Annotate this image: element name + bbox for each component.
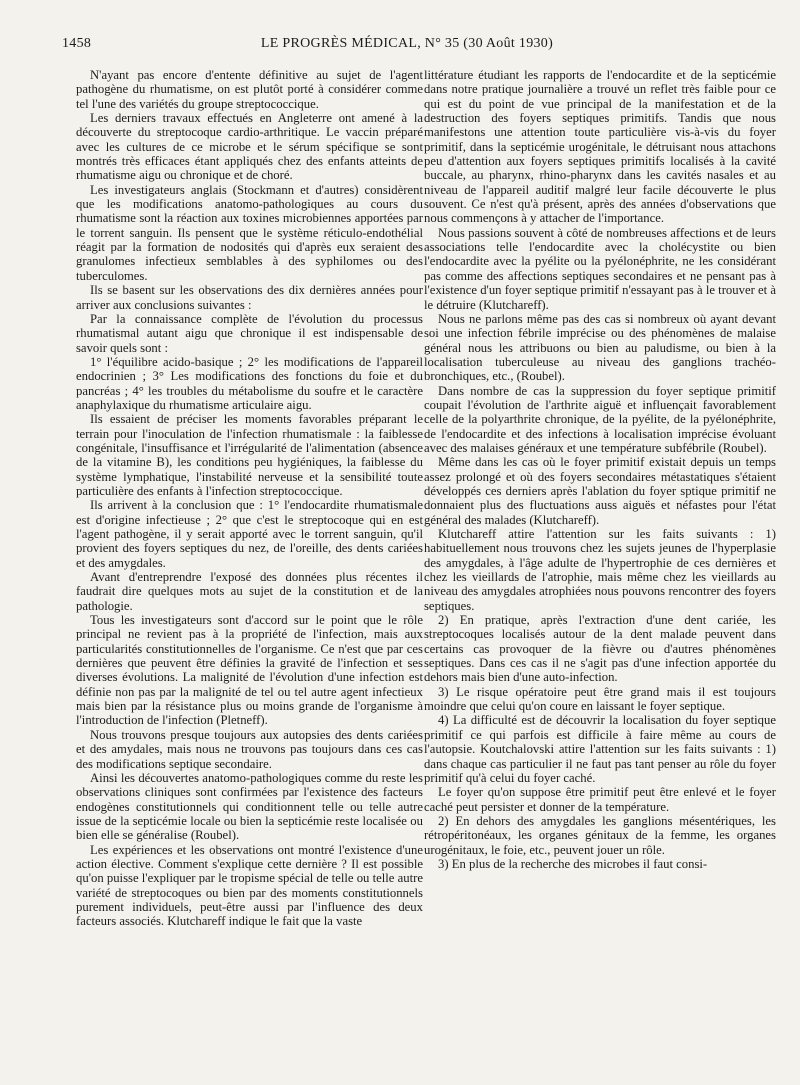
paragraph: Par la connaissance complète de l'évolution du processus rhumatismal autant aigu que chronique il est indispensable de savoir quels sont :: [76, 311, 423, 355]
page-number: 1458: [62, 36, 92, 51]
paragraph: Le foyer qu'on suppose être primitif peut être enlevé et le foyer caché peut persister et donner de la température.: [424, 785, 776, 814]
paragraph: N'ayant pas encore d'entente définitive au sujet de l'agent pathogène du rhumatisme, on est plutôt porté à considérer comme tel l'une des variétés du groupe streptococcique.: [76, 68, 423, 111]
paragraph: 4) La difficulté est de découvrir la localisation du foyer septique primitif ce qui parfois est difficile à faire même au cours de l'autopsie. Koutchalovski attire l'attention sur les faits suivants : 1) dans chaque cas particulier il ne faut pas tant penser au rôle du foyer primitif qu'à celui du foyer caché.: [424, 713, 776, 785]
paragraph: 1° l'équilibre acido-basique ; 2° les modifications de l'appareil endocrinien ; 3° Les modifications des fonctions du foie et du pancréas ; 4° les troubles du métabolisme du soufre et le caractère anaphylaxique du rhumatisme articulaire aigu.: [76, 354, 423, 412]
paragraph: Dans nombre de cas la suppression du foyer septique primitif coupait l'évolution de l'arthrite aiguë et influençait favorablement celle de la polyarthrite chronique, de la pyélite, de la pyélonéphrite, de l'endocardite et des infections à localisation imprécise évoluant avec des malaises généraux et une température subfébrile (Roubel).: [424, 383, 776, 455]
paragraph: 3) Le risque opératoire peut être grand mais il est toujours moindre que celui qu'on coure en laissant le foyer septique.: [424, 684, 776, 714]
paragraph: Klutchareff attire l'attention sur les faits suivants : 1) habituellement nous trouvons chez les sujets jeunes de l'hyperplasie des amygdales, à l'âge adulte de l'hypertrophie de ces dernières et chez les vieillards de l'atrophie, mais même chez les vieillards au niveau des amygdales atrophiées nous pouvons rencontrer des foyers septiques.: [424, 527, 776, 613]
paragraph: 3) En plus de la recherche des microbes il faut consi-: [438, 856, 708, 871]
paragraph: Les investigateurs anglais (Stockmann et d'autres) considèrent que les modifications anatomo-pathologiques au cours du rhumatisme sont la réaction aux toxines microbiennes apportées par le torrent sanguin. Ils pensent que le système réticulo-endothélial réagit par la formation de nodosités qui d'après eux seraient des granulomes infectieux semblables à des syphilomes ou des tuberculomes.: [76, 182, 423, 283]
paragraph: Nous trouvons presque toujours aux autopsies des dents cariées et des amydales, mais nous ne trouvons pas toujours dans ces cas des modifications septique secondaire.: [76, 727, 423, 771]
paragraph: 2) En dehors des amygdales les ganglions mésentériques, les rétropéritonéaux, les organes génitaux de la femme, les organes urogénitaux, le foie, etc., peuvent jouer un rôle.: [424, 813, 776, 857]
running-title: LE PROGRÈS MÉDICAL, N° 35 (30 Août 1930): [260, 36, 554, 51]
paragraph: Même dans les cas où le foyer primitif existait depuis un temps assez prolongé et où des foyers secondaires métastatiques s'étaient développés ces derniers après l'ablation du foyer sptique primitif ne donnaient plus des fluctuations auss aiguës et néfastes pour l'état général des malades (Klutchareff).: [424, 455, 776, 527]
paragraph: Avant d'entreprendre l'exposé des données plus récentes il faudrait dire quelques mots au sujet de la constitution et de la pathologie.: [76, 570, 423, 613]
paragraph: Ainsi les découvertes anatomo-pathologiques comme du reste les observations cliniques sont confirmées par l'existence des facteurs endogènes constitutionnels qui conditionnent telle ou telle autre issue de la septicémie locale ou bien la septicémie reste localisée ou bien elle se généralise (Roubel).: [76, 770, 423, 843]
paragraph: 2) En pratique, après l'extraction d'une dent cariée, les streptocoques localisés autour de la dent malade peuvent dans certains cas provoquer de la fièvre ou d'autres phénomènes septiques. Dans ces cas il ne s'agit pas d'une infection apportée du dehors mais bien d'une auto-infection.: [424, 613, 776, 685]
left-column: [76, 68, 423, 929]
paragraph: Ils essaient de préciser les moments favorables préparant le terrain pour l'inoculation de l'infection rhumatismale : la faiblesse congénitale, l'insuffisance et l'irrégularité de l'alimentation (absence de la vitamine B), les conditions peu hygiéniques, la faiblesse du système lymphatique, l'instabilité nerveuse et la sensibilité toute particulière des enfants à l'infection streptococcique.: [76, 412, 423, 498]
right-column: [424, 68, 776, 871]
paragraph: Ils se basent sur les observations des dix dernières années pour arriver aux conclusions suivantes :: [76, 283, 423, 312]
paragraph: Nous ne parlons même pas des cas si nombreux où ayant devant soi une infection fébrile imprécise ou des phénomènes de malaise général nous les attribuons ou bien au paludisme, ou bien à la localisation tuberculeuse au niveau des ganglions trachéo-bronchiques, etc., (Roubel).: [424, 311, 776, 384]
paragraph: Ils arrivent à la conclusion que : 1° l'endocardite rhumatismale est d'origine infectieuse ; 2° que c'est le streptocoque qui en est l'agent pathogène, il y serait apporté avec le torrent sanguin, qu'il provient des foyers septiques du nez, de l'oreille, des dents cariées et des amygdales.: [76, 498, 423, 570]
paragraph: Tous les investigateurs sont d'accord sur le point que le rôle principal ne revient pas à la propriété de l'infection, mais aux particularités constitutionnelles de l'organisme. Ce n'est que par ces dernières que peuvent être définies la gravité de l'infection et ses diverses évolutions. La malignité de l'évolution d'une infection est définie non pas par la malignité de tel ou tel autre agent infectieux mais bien par la résistance plus ou moins grande de l'organisme à l'introduction de l'infection (Pletneff).: [76, 613, 423, 728]
paragraph: Les expériences et les observations ont montré l'existence d'une action élective. Comment s'explique cette dernière ? Il est possible qu'on puisse l'expliquer par le tropisme spécial de telle ou telle autre variété de streptocoques ou bien par des moments constitutionnels purement individuels, peut-être aussi par l'influence des deux facteurs associés. Klutchareff indique le fait que la vaste: [76, 842, 423, 929]
running-header: [62, 36, 752, 56]
paragraph: littérature étudiant les rapports de l'endocardite et de la septicémie dans notre pratique journalière a trouvé un reflet très faible pour ce qui est du point de vue principal de la manifestation et de la destruction des foyers septiques primitifs. Tandis que nous manifestons une attention toute particulière vis-à-vis du foyer primitif, dans la septicémie urogénitale, le détruisant nous attachons peu d'attention aux foyers septiques primitifs localisés à la cavité buccale, au pharynx, rhino-pharynx dans les cavités nasales et au niveau de l'appareil auditif malgré leur facile découverte le plus souvent. Ce n'est qu'à présent, après des années d'observations que nous commençons à y attacher de l'importance.: [424, 68, 776, 226]
paragraph: Les derniers travaux effectués en Angleterre ont amené à la découverte du streptocoque cardio-arthritique. Le vaccin préparé avec les cultures de ce microbe et le sérum spécifique se sont montrés très efficaces étant appliqués chez des enfants atteints de rhumatisme aigu ou chronique et de choré.: [76, 111, 423, 183]
paragraph: Nous passions souvent à côté de nombreuses affections et de leurs associations telle l'endocardite avec la cholécystite ou bien l'endocardite avec la pyélite ou la pyélonéphrite, ne les considérant pas comme des affections septiques secondaires et ne pensant pas à l'existence d'un foyer septique primitif n'essayant pas à le trouver et à le détruire (Klutchareff).: [424, 225, 776, 312]
